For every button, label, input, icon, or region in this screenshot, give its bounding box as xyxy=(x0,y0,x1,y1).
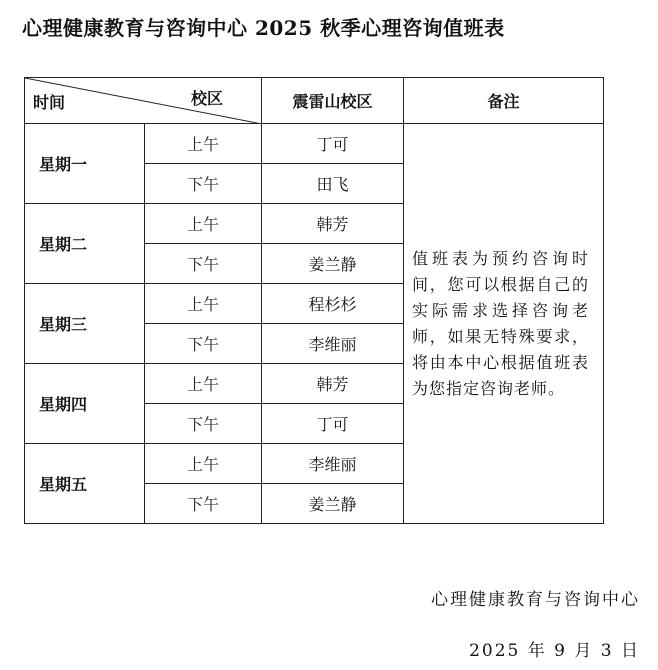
table-header-row xyxy=(25,78,604,124)
day-cell: 星期二 xyxy=(25,204,145,284)
half-day-cell: 下午 xyxy=(145,484,262,524)
half-day-cell: 上午 xyxy=(145,444,262,484)
half-day-cell: 下午 xyxy=(145,244,262,284)
counselor-name: 李维丽 xyxy=(262,324,404,364)
footer-date: 2025 年 9 月 3 日 xyxy=(469,641,640,661)
day-cell: 星期一 xyxy=(25,124,145,204)
half-day-cell: 下午 xyxy=(145,324,262,364)
duty-schedule-table xyxy=(24,77,604,524)
header-time-label: 时间 xyxy=(33,93,66,112)
diagonal-header-cell xyxy=(25,78,262,124)
counselor-name: 丁可 xyxy=(262,124,404,164)
day-cell: 星期三 xyxy=(25,284,145,364)
footer-organization: 心理健康教育与咨询中心 xyxy=(431,590,640,610)
day-cell: 星期四 xyxy=(25,364,145,444)
counselor-name: 李维丽 xyxy=(262,444,404,484)
table-row xyxy=(25,124,604,164)
half-day-cell: 下午 xyxy=(145,164,262,204)
counselor-name: 韩芳 xyxy=(262,364,404,404)
header-campus-label: 校区 xyxy=(190,89,223,108)
half-day-cell: 上午 xyxy=(145,124,262,164)
half-day-cell: 上午 xyxy=(145,204,262,244)
half-day-cell: 下午 xyxy=(145,404,262,444)
counselor-name: 丁可 xyxy=(262,404,404,444)
document-title: 心理健康教育与咨询中心 2025 秋季心理咨询值班表 xyxy=(22,16,505,40)
header-note-label: 备注 xyxy=(404,78,604,124)
note-cell: 值班表为预约咨询时间，您可以根据自己的实际需求选择咨询老师，如果无特殊要求，将由本中心根据值班表为您指定咨询老师。 xyxy=(404,124,604,524)
header-campus-name: 震雷山校区 xyxy=(262,78,404,124)
counselor-name: 田飞 xyxy=(262,164,404,204)
day-cell: 星期五 xyxy=(25,444,145,524)
half-day-cell: 上午 xyxy=(145,284,262,324)
counselor-name: 姜兰静 xyxy=(262,244,404,284)
counselor-name: 韩芳 xyxy=(262,204,404,244)
counselor-name: 程杉杉 xyxy=(262,284,404,324)
half-day-cell: 上午 xyxy=(145,364,262,404)
counselor-name: 姜兰静 xyxy=(262,484,404,524)
